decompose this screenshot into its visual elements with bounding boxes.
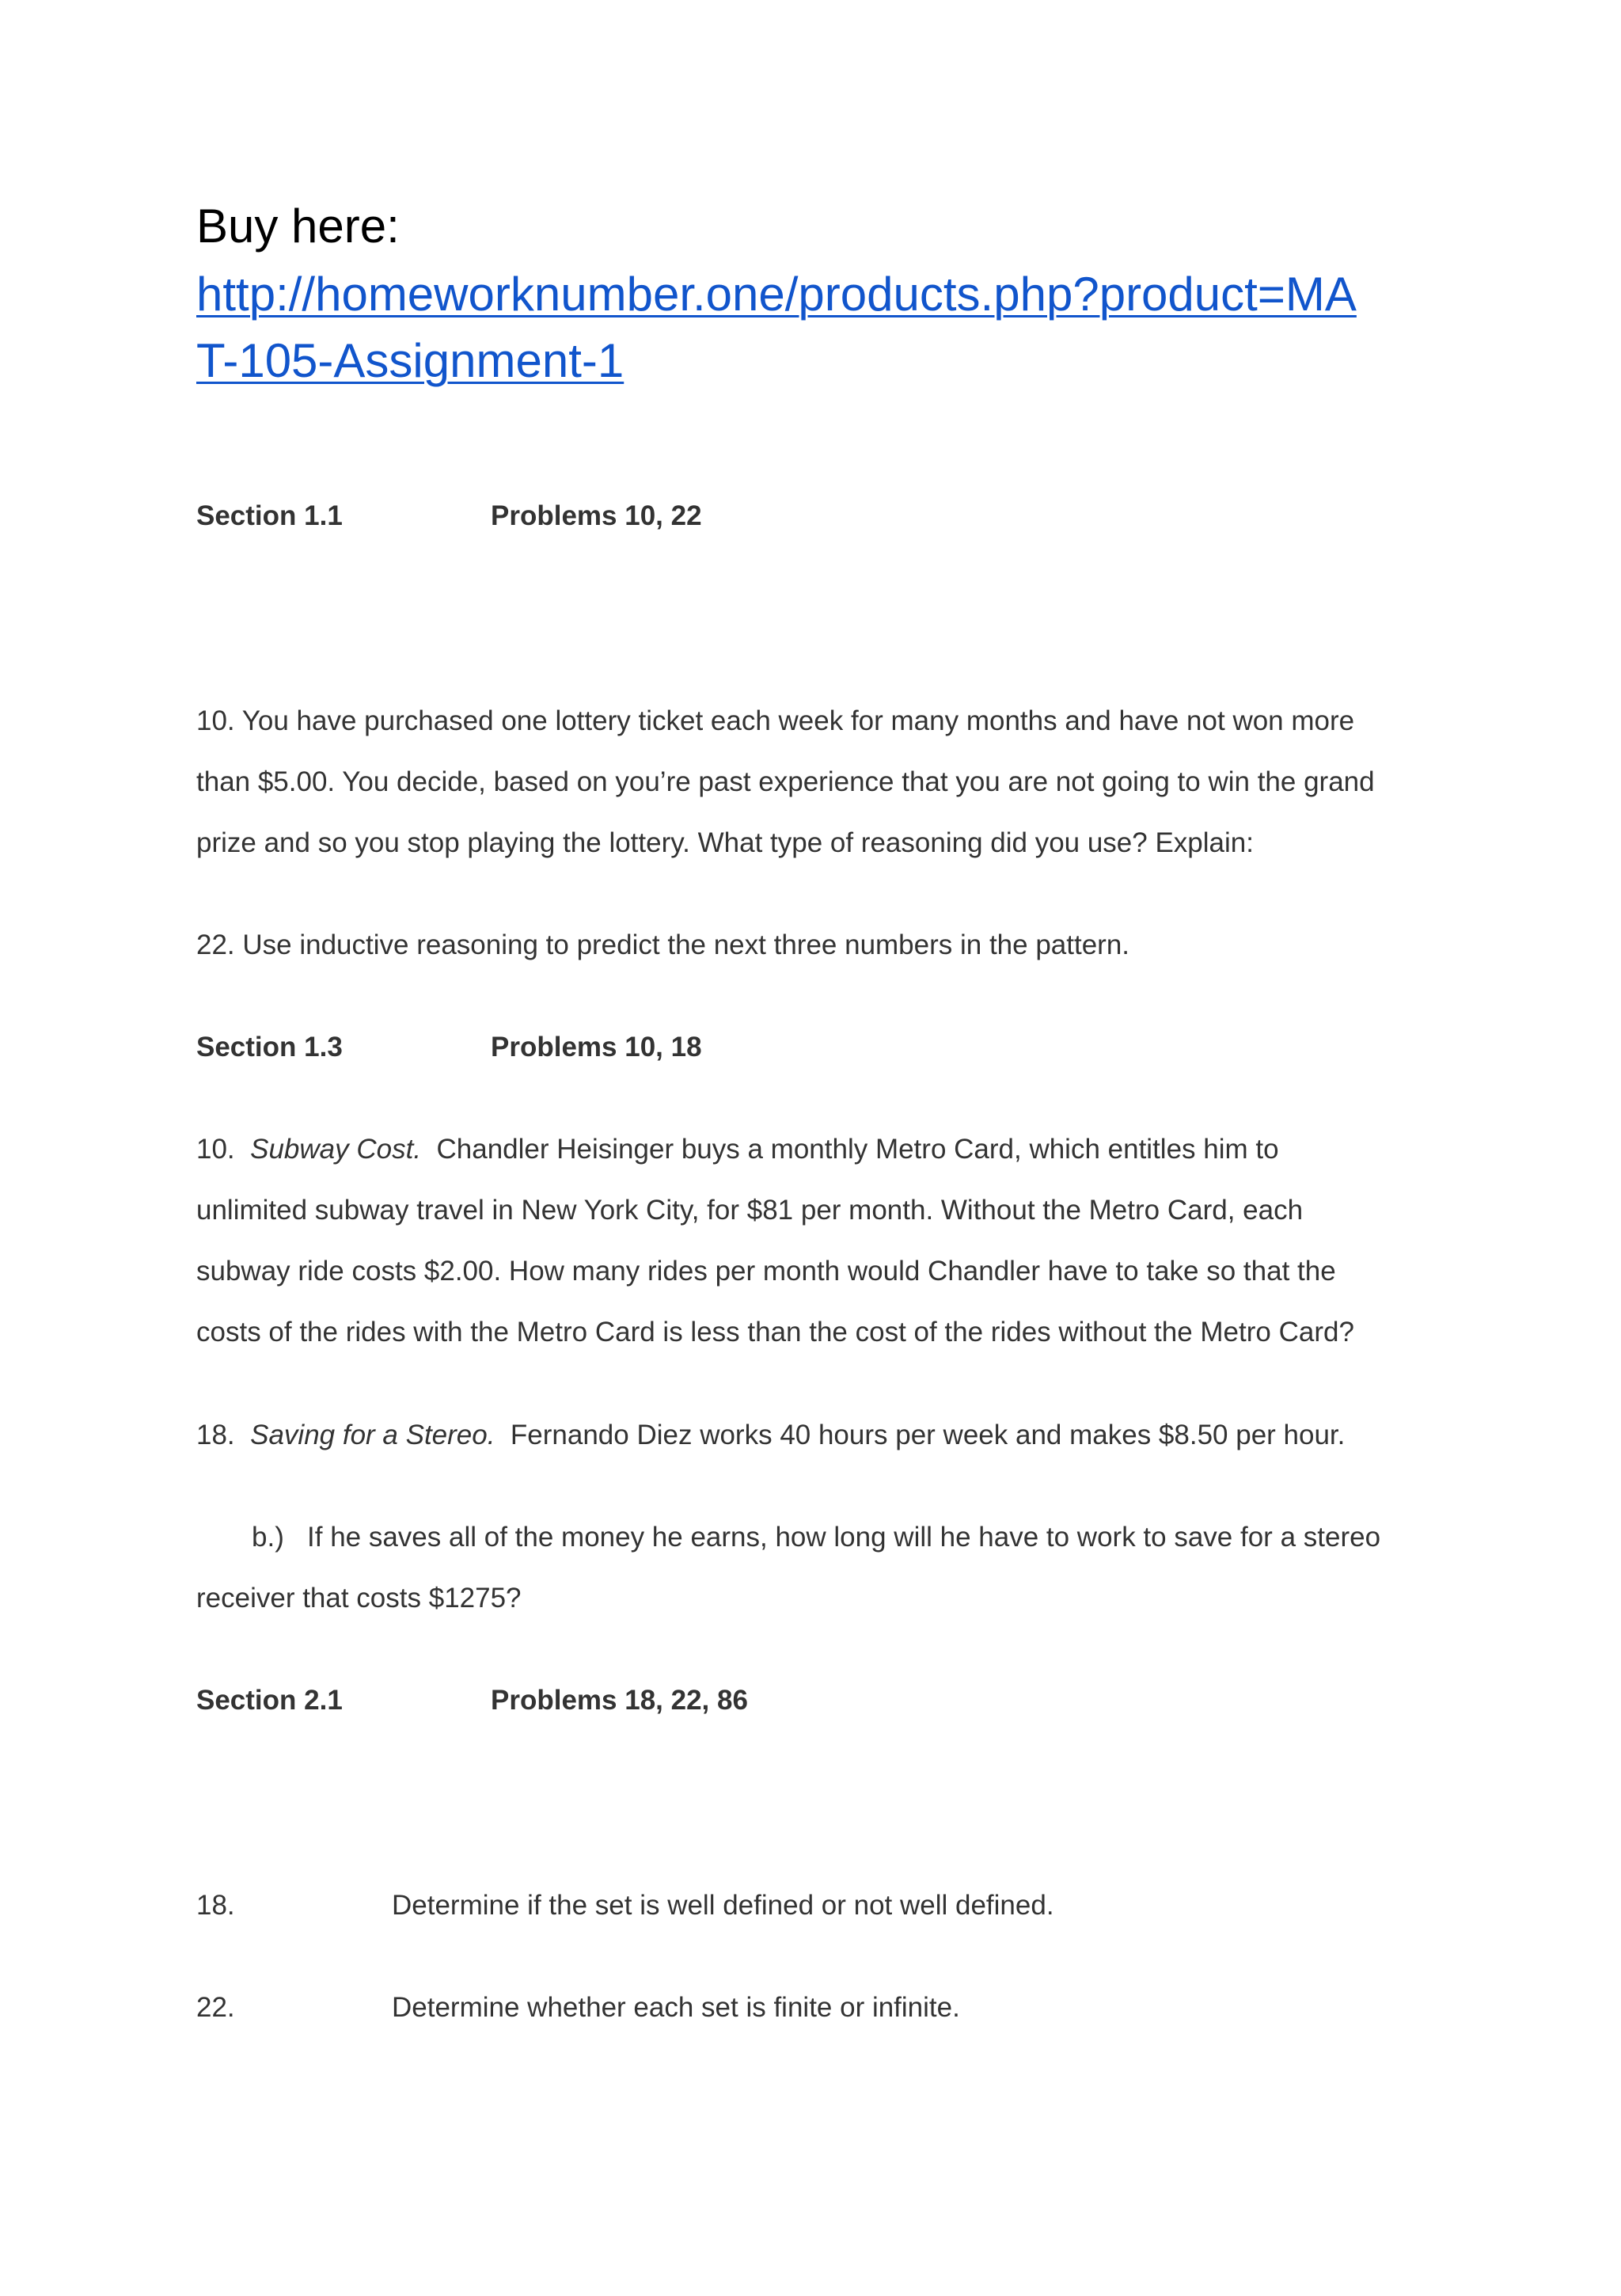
s11-q10-line-2: than $5.00. You decide, based on you’re past experience that you are not going to win the grand [196,766,1375,797]
s21-q18-text: Determine if the set is well defined or not well defined. [392,1890,1054,1921]
section-2-1-problems: Problems 18, 22, 86 [491,1685,748,1716]
s13-q10-title: Subway Cost. [250,1134,422,1165]
s13-q10-line-1 [196,1133,1279,1166]
section-1-1-problems: Problems 10, 22 [491,500,702,531]
section-1-3-problems: Problems 10, 18 [491,1032,702,1062]
s11-q10-line-1: 10. You have purchased one lottery ticket each week for many months and have not won more [196,705,1355,736]
s21-q22-text: Determine whether each set is finite or infinite. [392,1992,960,2023]
s13-q10-line-1-rest: Chandler Heisinger buys a monthly Metro Card, which entitles him to [421,1134,1279,1165]
s21-q18-number: 18. [196,1890,235,1921]
s13-q18b-line-2: receiver that costs $1275? [196,1583,522,1614]
product-link-line-1[interactable]: http://homeworknumber.one/products.php?product=MA [196,268,1357,321]
section-2-1-label: Section 2.1 [196,1685,343,1716]
s11-q22: 22. Use inductive reasoning to predict the next three numbers in the pattern. [196,929,1130,960]
s21-q22-number: 22. [196,1992,235,2023]
section-1-1-label: Section 1.1 [196,500,343,531]
product-link-line-2[interactable]: T-105-Assignment-1 [196,334,624,387]
buy-here-label: Buy here: [196,200,400,253]
s13-q18-line [196,1419,1345,1452]
s13-q18-rest: Fernando Diez works 40 hours per week and makes $8.50 per hour. [495,1420,1346,1450]
s11-q10-line-3: prize and so you stop playing the lottery. What type of reasoning did you use? Explain: [196,827,1254,858]
section-1-3-label: Section 1.3 [196,1032,343,1062]
s13-q18-number: 18. [196,1420,251,1450]
s13-q10-line-4: costs of the rides with the Metro Card is less than the cost of the rides without the Metro Card? [196,1317,1354,1348]
s13-q10-line-3: subway ride costs $2.00. How many rides per month would Chandler have to take so that the [196,1256,1336,1287]
s13-q18b-line-1: b.) If he saves all of the money he earns, how long will he have to work to save for a stereo [252,1522,1381,1553]
s13-q18-title: Saving for a Stereo. [250,1420,495,1450]
s13-q10-line-2: unlimited subway travel in New York City, for $81 per month. Without the Metro Card, each [196,1195,1304,1226]
s13-q10-number: 10. [196,1134,251,1165]
